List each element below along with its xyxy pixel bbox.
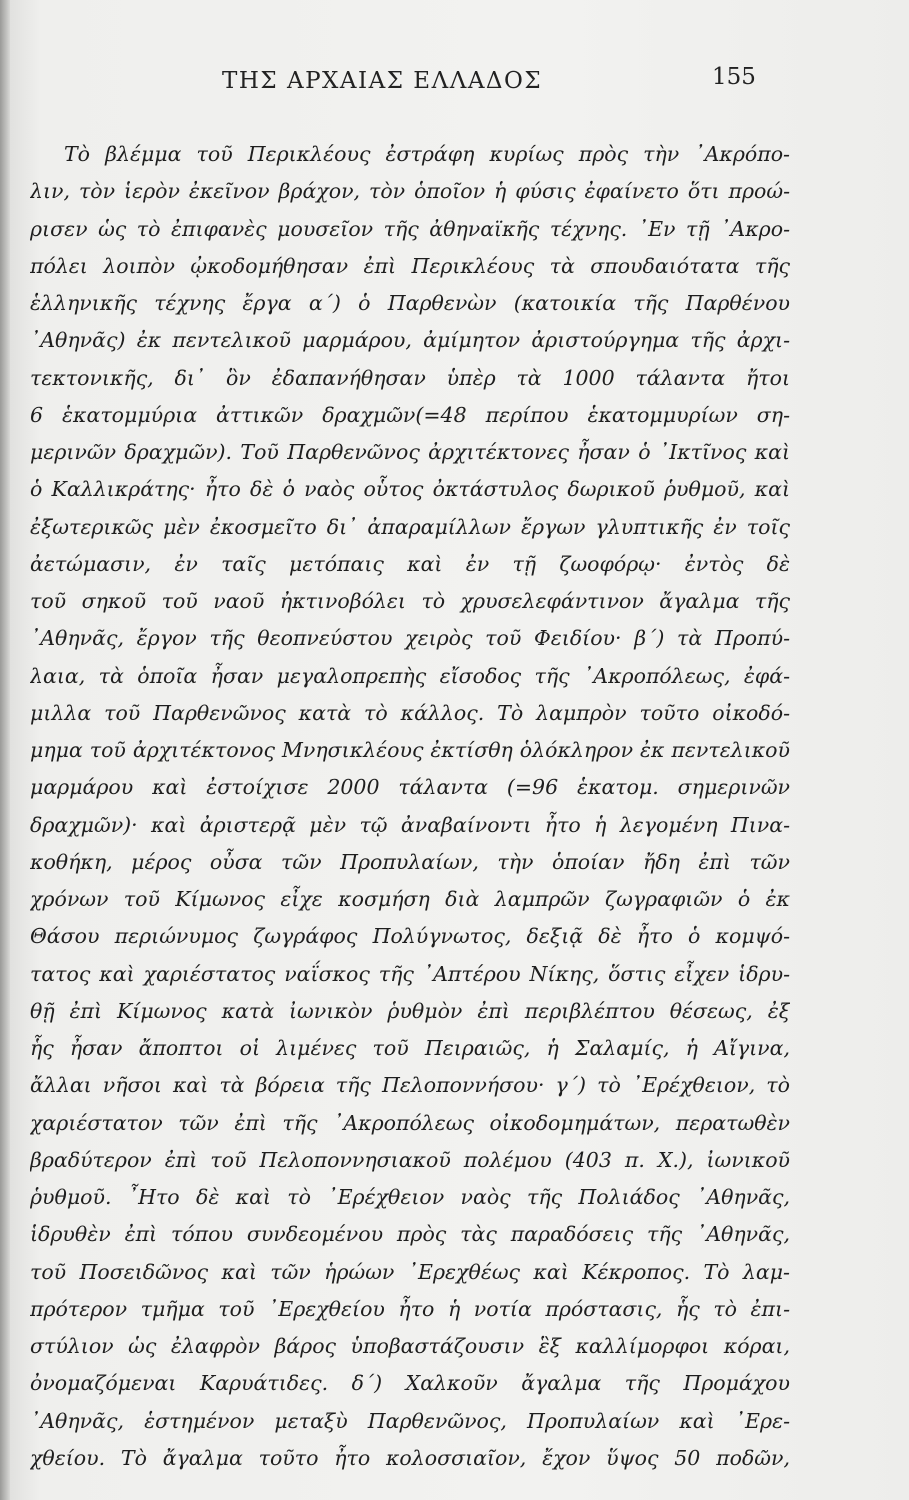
text-line: ῥυθμοῦ. ῏Ητο δὲ καὶ τὸ ᾿Ερέχθειον ναὸς τῆς Πολιάδος ᾿Αθηνᾶς, (30, 1185, 790, 1209)
text-line: 6 ἑκατομμύρια ἀττικῶν δραχμῶν(=48 περίπου ἑκατομμυρίων ση- (30, 402, 790, 427)
text-line: τοῦ Ποσειδῶνος καὶ τῶν ἡρώων ᾿Ερεχθέως καὶ Κέκροπος. Τὸ λαμ- (30, 1259, 790, 1284)
text-line: κοθήκη, μέρος οὖσα τῶν Προπυλαίων, τὴν ὁποίαν ἤδη ἐπὶ τῶν (30, 849, 790, 874)
text-line: ᾿Αθηνᾶς, ἔργον τῆς θεοπνεύστου χειρὸς τοῦ Φειδίου· β´) τὰ Προπύ- (30, 626, 790, 651)
text-line: λιν, τὸν ἱερὸν ἐκεῖνον βράχον, τὸν ὁποῖον ἡ φύσις ἐφαίνετο ὅτι προώ- (30, 179, 790, 204)
text-line: πρότερον τμῆμα τοῦ ᾿Ερεχθείου ἦτο ἡ νοτία πρόστασις, ἧς τὸ ἐπι- (30, 1296, 790, 1321)
text-line: λαια, τὰ ὁποῖα ἦσαν μεγαλοπρεπὴς εἴσοδος τῆς ᾿Ακροπόλεως, ἐφά- (30, 663, 790, 688)
text-line: ἄλλαι νῆσοι καὶ τὰ βόρεια τῆς Πελοποννήσου· γ´) τὸ ᾿Ερέχθειον, τὸ (30, 1073, 790, 1098)
text-line: βραδύτερον ἐπὶ τοῦ Πελοποννησιακοῦ πολέμου (403 π. Χ.), ἰωνικοῦ (30, 1147, 790, 1172)
text-line: ᾿Αθηνᾶς) ἐκ πεντελικοῦ μαρμάρου, ἀμίμητον ἀριστούργημα τῆς ἀρχι- (30, 328, 790, 353)
text-line: ρισεν ὡς τὸ ἐπιφανὲς μουσεῖον τῆς ἀθηναϊκῆς τέχνης. ᾿Εν τῇ ᾿Ακρο- (30, 216, 790, 241)
text-line: τοῦ σηκοῦ τοῦ ναοῦ ἠκτινοβόλει τὸ χρυσελεφάντινον ἄγαλμα τῆς (30, 589, 790, 613)
text-line: πόλει λοιπὸν ᾠκοδομήθησαν ἐπὶ Περικλέους τὰ σπουδαιότατα τῆς (30, 253, 790, 278)
body-paragraph (30, 136, 790, 1477)
text-line: ἧς ἦσαν ἄποπτοι οἱ λιμένες τοῦ Πειραιῶς, ἡ Σαλαμίς, ἡ Αἴγινα, (30, 1036, 790, 1060)
text-line: τατος καὶ χαριέστατος ναΐσκος τῆς ᾿Απτέρου Νίκης, ὅστις εἶχεν ἱδρυ- (30, 961, 790, 986)
running-head-title: ΤΗΣ ΑΡΧΑΙΑΣ ΕΛΛΑΔΟΣ (222, 68, 543, 94)
text-line: μερινῶν δραχμῶν). Τοῦ Παρθενῶνος ἀρχιτέκτονες ἦσαν ὁ ᾿Ικτῖνος καὶ (30, 440, 790, 464)
text-line: μαρμάρου καὶ ἐστοίχισε 2000 τάλαντα (=96 ἑκατομ. σημερινῶν (30, 775, 790, 800)
text-line: μιλλα τοῦ Παρθενῶνος κατὰ τὸ κάλλος. Τὸ λαμπρὸν τοῦτο οἰκοδό- (30, 700, 790, 725)
text-line: χθείου. Τὸ ἄγαλμα τοῦτο ἦτο κολοσσιαῖον, ἔχον ὕψος 50 ποδῶν, (30, 1445, 790, 1470)
text-line: Τὸ βλέμμα τοῦ Περικλέους ἐστράφη κυρίως πρὸς τὴν ᾿Ακρόπο- (64, 142, 790, 166)
text-line: στύλιον ὡς ἐλαφρὸν βάρος ὑποβαστάζουσιν ἓξ καλλίμορφοι κόραι, (30, 1334, 790, 1358)
page-number: 155 (712, 64, 756, 90)
text-line: ἀετώμασιν, ἐν ταῖς μετόπαις καὶ ἐν τῇ ζωοφόρῳ· ἐντὸς δὲ (30, 551, 790, 576)
text-line: ἱδρυθὲν ἐπὶ τόπου συνδεομένου πρὸς τὰς παραδόσεις τῆς ᾿Αθηνᾶς, (30, 1222, 790, 1247)
text-line: ᾿Αθηνᾶς, ἑστημένον μεταξὺ Παρθενῶνος, Προπυλαίων καὶ ᾿Ερε- (30, 1408, 790, 1433)
text-line: τεκτονικῆς, δι᾿ ὃν ἐδαπανήθησαν ὑπὲρ τὰ 1000 τάλαντα ἤτοι (30, 365, 790, 390)
text-line: ἐξωτερικῶς μὲν ἐκοσμεῖτο δι᾿ ἀπαραμίλλων ἔργων γλυπτικῆς ἐν τοῖς (30, 514, 790, 539)
text-line: ὀνομαζόμεναι Καρυάτιδες. δ´) Χαλκοῦν ἄγαλμα τῆς Προμάχου (30, 1371, 790, 1396)
page-gutter-shadow (0, 0, 10, 1500)
text-line: ὁ Καλλικράτης· ἦτο δὲ ὁ ναὸς οὗτος ὀκτάστυλος δωρικοῦ ῥυθμοῦ, καὶ (30, 477, 790, 502)
text-line: χρόνων τοῦ Κίμωνος εἶχε κοσμήση διὰ λαμπρῶν ζωγραφιῶν ὁ ἐκ (30, 887, 790, 911)
text-line: μημα τοῦ ἀρχιτέκτονος Μνησικλέους ἐκτίσθη ὁλόκληρον ἐκ πεντελικοῦ (30, 738, 790, 762)
text-line: ἑλληνικῆς τέχνης ἔργα α´) ὁ Παρθενὼν (κατοικία τῆς Παρθένου (30, 291, 790, 315)
text-line: Θάσου περιώνυμος ζωγράφος Πολύγνωτος, δεξιᾷ δὲ ἦτο ὁ κομψό- (30, 924, 790, 949)
text-line: δραχμῶν)· καὶ ἀριστερᾷ μὲν τῷ ἀναβαίνοντι ἦτο ἡ λεγομένη Πινα- (30, 812, 790, 837)
text-line: θῇ ἐπὶ Κίμωνος κατὰ ἰωνικὸν ῥυθμὸν ἐπὶ περιβλέπτου θέσεως, ἐξ (30, 998, 790, 1023)
text-line: χαριέστατον τῶν ἐπὶ τῆς ᾿Ακροπόλεως οἰκοδομημάτων, περατωθὲν (30, 1110, 790, 1135)
